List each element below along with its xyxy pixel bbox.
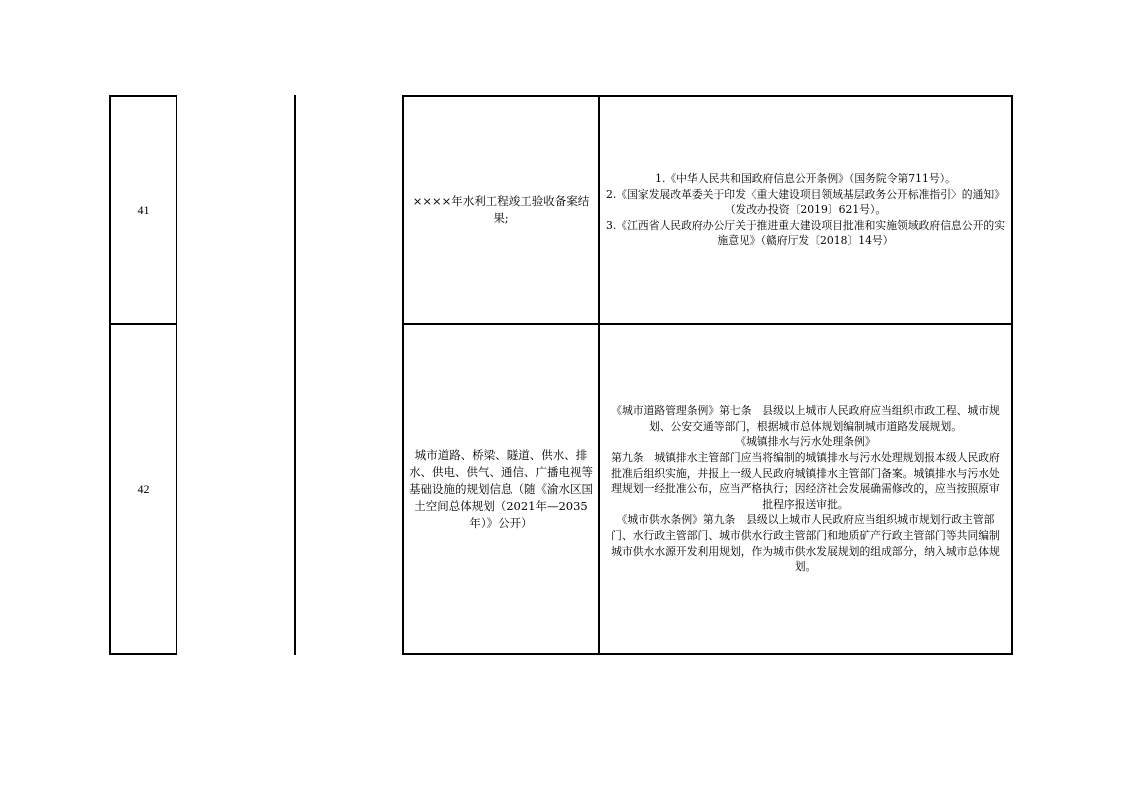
right-table-right-border <box>1011 95 1013 655</box>
row-42-item <box>404 325 598 653</box>
basis-paragraph: 2.《国家发展改革委关于印发〈重大建设项目领域基层政务公开标准指引〉的通知》（发改办投资〔2019〕621号）。 <box>606 187 1005 217</box>
left-table-right-border <box>176 95 177 655</box>
basis-text-block <box>606 171 1005 249</box>
row-number-text: 41 <box>137 202 150 217</box>
row-42-basis <box>600 325 1011 653</box>
basis-paragraph: 第九条 城镇排水主管部门应当将编制的城镇排水与污水处理规划报本级人民政府批准后组织实施，并报上一级人民政府城镇排水主管部门备案。城镇排水与污水处理规划一经批准公布，应当严格执行；因经济社会发展确需修改的，应当按照原审批程序报送审批。 <box>611 451 1000 511</box>
column-separator-line <box>294 95 296 655</box>
item-text: 城市道路、桥梁、隧道、供水、排水、供电、供气、通信、广播电视等基础设施的规划信息（随《渝水区国土空间总体规划（2021年—2035年）》公开） <box>409 447 593 530</box>
basis-paragraph: 1.《中华人民共和国政府信息公开条例》（国务院令第711号）。 <box>655 172 956 186</box>
row-41-basis <box>600 97 1011 323</box>
row-41-number <box>111 97 176 323</box>
basis-paragraph: 《城镇排水与污水处理条例》 <box>735 435 876 449</box>
item-text: ××××年水利工程竣工验收备案结果; <box>412 194 590 225</box>
row-number-text: 42 <box>137 481 150 496</box>
basis-text-block <box>606 403 1005 575</box>
row-41-item <box>404 97 598 323</box>
right-table-bottom-border <box>402 653 1013 655</box>
basis-paragraph: 《城市供水条例》第九条 县级以上城市人民政府应当组织城市规划行政主管部门、水行政主管部门、城市供水行政主管部门和地质矿产行政主管部门等共同编制城市供水水源开发利用规划，作为城市供水发展规划的组成部分，纳入城市总体规划。 <box>611 513 1000 574</box>
basis-paragraph: 3.《江西省人民政府办公厅关于推进重大建设项目批准和实施领域政府信息公开的实施意见》（赣府厅发〔2018〕14号） <box>606 218 1005 248</box>
left-table-bottom-border <box>109 653 177 655</box>
basis-paragraph: 《城市道路管理条例》第七条 县级以上城市人民政府应当组织市政工程、城市规划、公安交通等部门，根据城市总体规划编制城市道路发展规划。 <box>611 404 1000 433</box>
row-42-number <box>111 325 176 653</box>
